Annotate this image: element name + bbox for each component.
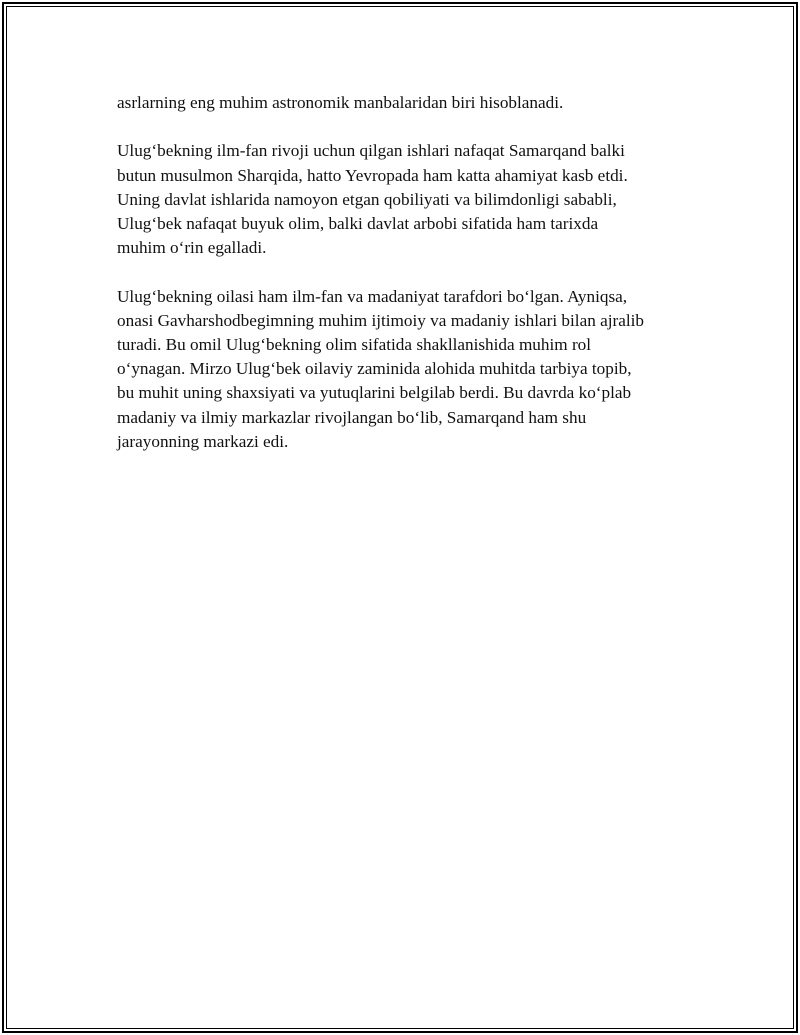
text-line: bu muhit uning shaxsiyati va yutuqlarini belgilab berdi. Bu davrda ko‘plab (117, 383, 632, 403)
text-line: Ulug‘bekning oilasi ham ilm-fan va madaniyat tarafdori bo‘lgan. Ayniqsa, (117, 286, 628, 306)
text-line: onasi Gavharshodbegimning muhim ijtimoiy va madaniy ishlari bilan ajralib (117, 310, 644, 330)
text-line: asrlarning eng muhim astronomik manbalaridan biri hisoblanadi. (117, 93, 564, 112)
paragraph-2 (117, 139, 707, 260)
paragraph-3 (117, 285, 707, 454)
text-line: Uning davlat ishlarida namoyon etgan qobiliyati va bilimdonligi sababli, (117, 189, 617, 209)
text-line: madaniy va ilmiy markazlar rivojlangan bo‘lib, Samarqand ham shu (117, 407, 587, 427)
paragraph-1 (117, 91, 707, 115)
text-line: Ulug‘bekning ilm-fan rivoji uchun qilgan ishlari nafaqat Samarqand balki (117, 141, 625, 161)
text-line: o‘ynagan. Mirzo Ulug‘bek oilaviy zaminida alohida muhitda tarbiya topib, (117, 359, 632, 379)
document-body (117, 91, 707, 478)
text-line: Ulug‘bek nafaqat buyuk olim, balki davlat arbobi sifatida ham tarixda (117, 214, 599, 233)
text-line: turadi. Bu omil Ulug‘bekning olim sifatida shakllanishida muhim rol (117, 335, 592, 354)
text-line: butun musulmon Sharqida, hatto Yevropada ham katta ahamiyat kasb etdi. (117, 165, 628, 185)
text-line: muhim o‘rin egalladi. (117, 238, 267, 258)
text-line: jarayonning markazi edi. (117, 431, 289, 451)
